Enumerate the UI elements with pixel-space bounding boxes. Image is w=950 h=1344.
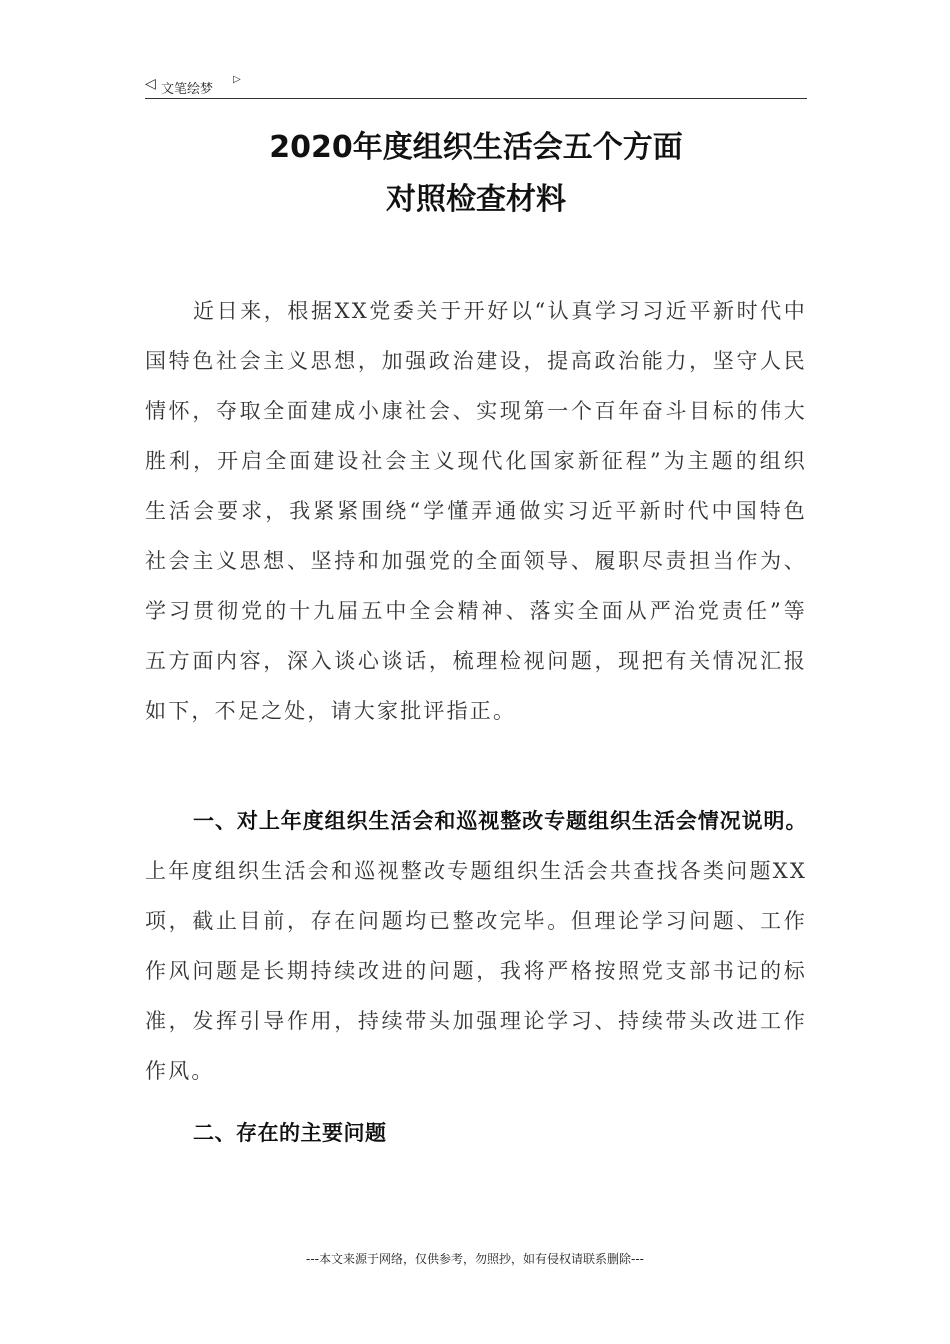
section2-paragraph <box>145 1108 807 1158</box>
header-brand: 文笔绘梦 <box>161 82 214 97</box>
section1-paragraph <box>145 796 807 1096</box>
document-title-line2: 对照检查材料 <box>386 182 566 217</box>
footer-disclaimer: ---本文来源于网络，仅供参考，勿照抄，如有侵权请联系删除--- <box>306 1252 644 1266</box>
section2-heading: 二、存在的主要问题 <box>193 1121 387 1145</box>
document-title-line1: 2020年度组织生活会五个方面 <box>269 130 683 165</box>
triangle-right-icon: ▷ <box>233 74 241 85</box>
section1-text: 上年度组织生活会和巡视整改专题组织生活会共查找各类问题XX项，截止目前，存在问题均已整改完毕。但理论学习问题、工作作风问题是长期持续改进的问题，我将严格按照党支部书记的标准，发挥引导作用，持续带头加强理论学习、持续带头改进工作作风。 <box>145 859 807 1083</box>
page-header <box>145 74 807 99</box>
section1-heading: 一、对上年度组织生活会和巡视整改专题组织生活会情况说明。 <box>193 809 807 833</box>
triangle-left-icon: ◁ <box>145 76 156 92</box>
intro-paragraph: 近日来，根据XX党委关于开好以“认真学习习近平新时代中国特色社会主义思想，加强政治建设，提高政治能力，坚守人民情怀，夺取全面建成小康社会、实现第一个百年奋斗目标的伟大胜利，开启全面建设社会主义现代化国家新征程”为主题的组织生活会要求，我紧紧围绕“学懂弄通做实习近平新时代中国特色社会主义思想、坚持和加强党的全面领导、履职尽责担当作为、学习贯彻党的十九届五中全会精神、落实全面从严治党责任”等五方面内容，深入谈心谈话，梳理检视问题，现把有关情况汇报如下，不足之处，请大家批评指正。 <box>145 299 807 723</box>
